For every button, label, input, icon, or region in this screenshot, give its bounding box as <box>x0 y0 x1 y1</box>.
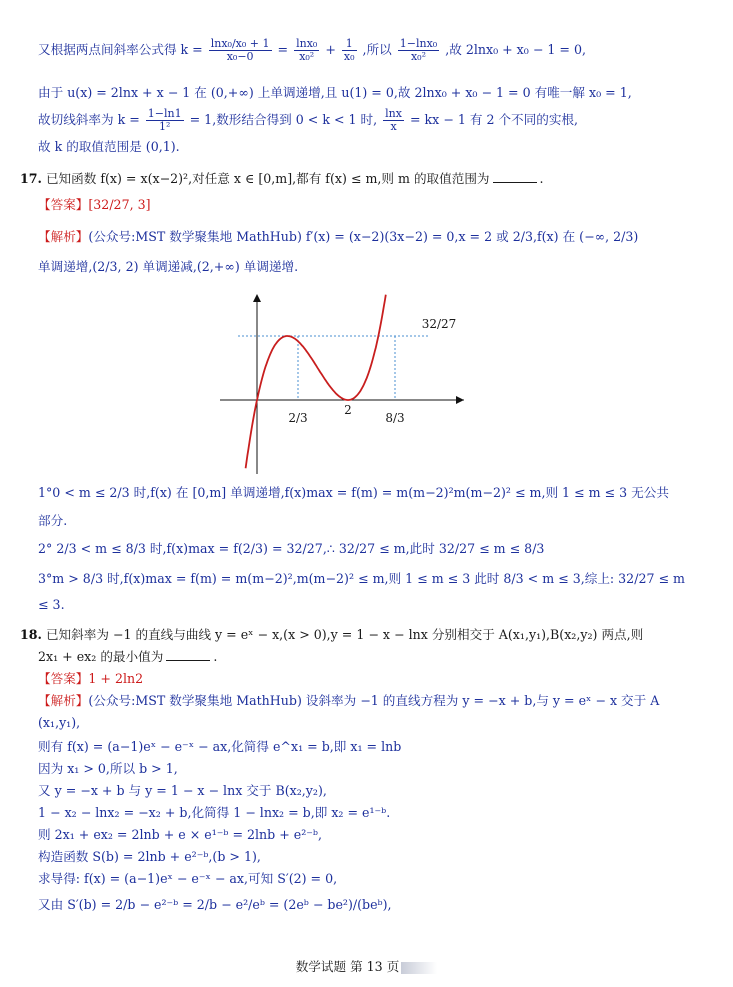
text: = kx − 1 有 2 个不同的实根, <box>409 112 579 127</box>
question-text: 2x₁ + ex₂ 的最小值为 <box>38 649 164 664</box>
q18-step-8: 构造函数 S(b) = 2lnb + e²⁻ᵇ,(b > 1), <box>38 849 261 864</box>
footer-text: 数学试题 第 13 页 <box>295 959 400 974</box>
answer-tag: 【答案】 <box>38 671 89 686</box>
text: k = <box>180 42 203 57</box>
analysis-tag: 【解析】 <box>38 693 89 708</box>
tick-label <box>385 411 404 425</box>
label-max-value <box>422 317 457 331</box>
answer-value: [32/27, 3] <box>88 197 151 212</box>
x-axis-arrow <box>456 396 464 404</box>
q17-analysis-1 <box>38 228 638 246</box>
text: . <box>539 171 544 186</box>
answer-tag: 【答案】 <box>38 197 89 212</box>
q17-stem <box>20 170 544 188</box>
function-graph <box>220 290 470 480</box>
q18-step-9: 求导得: f(x) = (a−1)eˣ − e⁻ˣ − ax,可知 S′(2) = 0, <box>38 871 338 886</box>
fade-mark <box>401 962 437 974</box>
q18-step-5: 又 y = −x + b 与 y = 1 − x − lnx 交于 B(x₂,y₂), <box>38 783 327 798</box>
svg-text:2/3: 2/3 <box>288 411 308 425</box>
y-axis-arrow <box>253 294 261 302</box>
fraction: $\frac{\text{1−lnx₀}}{\text{x₀²}}$ <box>399 37 438 63</box>
q18-step-7: 则 2x₁ + ex₂ = 2lnb + e × e¹⁻ᵇ = 2lnb + e²⁻ᵇ, <box>38 827 322 842</box>
svg-text:2: 2 <box>344 403 352 417</box>
q18-step-3: 则有 f(x) = (a−1)eˣ − e⁻ˣ − ax,化简得 e^x₁ = b,即 x₁ = lnb <box>38 739 402 754</box>
q18-step-6: 1 − x₂ − lnx₂ = −x₂ + b,化简得 1 − lnx₂ = b,即 x₂ = e¹⁻ᵇ. <box>38 805 391 820</box>
prev-line-4: 故 k 的取值范围是 (0,1). <box>38 139 180 154</box>
fraction: $\frac{\text{lnx₀}}{\text{x₀²}}$ <box>296 37 318 63</box>
q17-case-1b: 部分. <box>38 513 68 528</box>
q18-stem-1 <box>20 626 643 644</box>
fraction: $\frac{1}{\text{x₀}}$ <box>343 37 355 63</box>
text: ,故 2lnx₀ + x₀ − 1 = 0, <box>445 42 586 57</box>
text: 故切线斜率为 k = <box>38 112 140 127</box>
q18-step-4: 因为 x₁ > 0,所以 b > 1, <box>38 761 178 776</box>
tick-label <box>288 411 307 425</box>
q18-analysis-1 <box>38 692 659 710</box>
question-text: 已知斜率为 −1 的直线与曲线 y = eˣ − x,(x > 0),y = 1 − x − lnx 分别相交于 A(x₁,y₁),B(x₂,y₂) 两点,则 <box>45 627 644 642</box>
q18-stem-2 <box>38 648 217 666</box>
q18-answer <box>38 670 143 688</box>
prev-line-3 <box>38 108 578 133</box>
svg-text:32/27: 32/27 <box>421 317 457 331</box>
text: + <box>325 42 336 57</box>
q17-case-3b: ≤ 3. <box>38 597 65 612</box>
question-number: 17. <box>20 171 42 186</box>
q17-analysis-2: 单调递增,(2/3, 2) 单调递减,(2,+∞) 单调递增. <box>38 259 299 274</box>
text: . <box>213 649 218 664</box>
q17-case-2: 2° 2/3 < m ≤ 8/3 时,f(x)max = f(2/3) = 32/27,∴ 32/27 ≤ m,此时 32/27 ≤ m ≤ 8/3 <box>38 541 545 556</box>
prev-line-1 <box>38 38 586 63</box>
text: = <box>277 42 289 57</box>
q18-step-10: 又由 S′(b) = 2/b − e²⁻ᵇ = 2/b − e²/eᵇ = (2eᵇ − be²)/(beᵇ), <box>38 897 392 912</box>
function-curve <box>246 295 386 469</box>
text: ,所以 <box>362 42 392 57</box>
answer-blank <box>493 170 537 183</box>
answer-blank <box>166 648 210 661</box>
question-text: 已知函数 f(x) = x(x−2)²,对任意 x ∈ [0,m],都有 f(x) ≤ m,则 m 的取值范围为 <box>45 171 490 186</box>
fraction: $\frac{\text{lnx₀/x₀ + 1}}{\text{x₀−0}}$ <box>210 37 270 63</box>
answer-value: 1 + 2ln2 <box>88 671 144 686</box>
fraction: $\frac{1-\ln 1}{\text{1²}}$ <box>147 107 182 133</box>
q17-case-3: 3°m > 8/3 时,f(x)max = f(m) = m(m−2)²,m(m−2)² ≤ m,则 1 ≤ m ≤ 3 此时 8/3 < m ≤ 3,综上: 32/27 ≤ m <box>38 571 685 586</box>
analysis-tag: 【解析】 <box>38 229 89 244</box>
analysis-text: (公众号:MST 数学聚集地 MathHub) 设斜率为 −1 的直线方程为 y = −x + b,与 y = eˣ − x 交于 A <box>88 693 660 708</box>
analysis-text: (公众号:MST 数学聚集地 MathHub) f′(x) = (x−2)(3x−2) = 0,x = 2 或 2/3,f(x) 在 (−∞, 2/3) <box>88 229 639 244</box>
question-number: 18. <box>20 627 42 642</box>
svg-text:8/3: 8/3 <box>385 411 405 425</box>
tick-label <box>344 403 352 417</box>
prev-line-2: 由于 u(x) = 2lnx + x − 1 在 (0,+∞) 上单调递增,且 u(1) = 0,故 2lnx₀ + x₀ − 1 = 0 有唯一解 x₀ = 1, <box>38 85 632 100</box>
q18-step-2: (x₁,y₁), <box>38 715 81 730</box>
fraction: $\frac{\ln x}{x}$ <box>385 107 402 133</box>
page-footer <box>0 956 733 975</box>
q17-case-1: 1°0 < m ≤ 2/3 时,f(x) 在 [0,m] 单调递增,f(x)max = f(m) = m(m−2)²m(m−2)² ≤ m,则 1 ≤ m ≤ 3 无公共 <box>38 485 669 500</box>
text: 又根据两点间斜率公式得 <box>38 42 177 57</box>
text: = 1,数形结合得到 0 < k < 1 时, <box>189 112 378 127</box>
q17-answer <box>38 196 151 214</box>
